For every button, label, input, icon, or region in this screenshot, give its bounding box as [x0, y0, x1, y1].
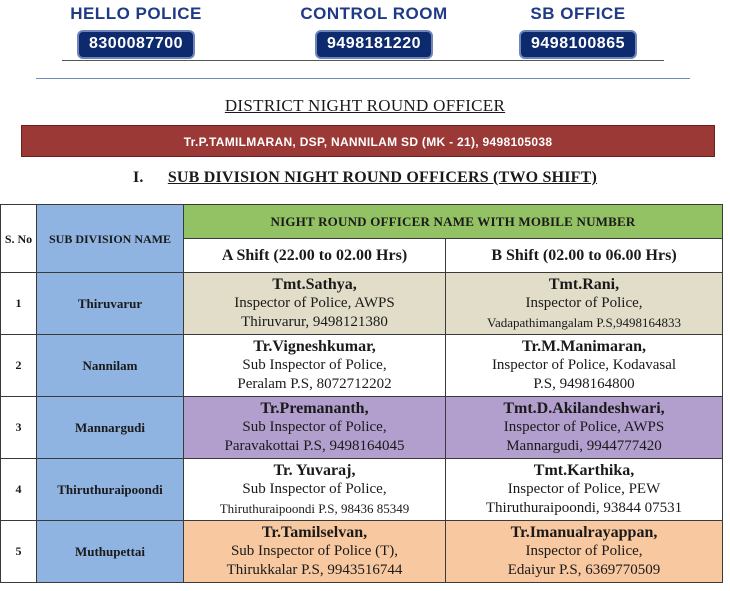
hello-police-number[interactable]: 8300087700 — [77, 30, 195, 59]
shift-b-officer — [446, 459, 723, 521]
officer-designation: Sub Inspector of Police, — [242, 481, 387, 497]
officer-designation: Sub Inspector of Police, — [242, 419, 387, 435]
hello-police-label: HELLO POLICE — [70, 4, 202, 23]
hello-police-contact — [62, 4, 210, 59]
officer-station-phone: Vadapathimangalam P.S,9498164833 — [487, 315, 681, 330]
shift-a-officer — [184, 521, 446, 583]
section-title: SUB DIVISION NIGHT ROUND OFFICERS (TWO SHIFT) — [167, 169, 598, 186]
sb-office-label: SB OFFICE — [530, 4, 626, 23]
shift-b-officer — [446, 273, 723, 335]
table-row — [1, 273, 723, 335]
officer-designation: Inspector of Police, AWPS — [503, 419, 665, 435]
officer-name: Tr.M.Manimaran, — [522, 338, 646, 355]
officer-designation: Inspector of Police, PEW — [507, 481, 661, 497]
officer-designation: Sub Inspector of Police (T), — [230, 543, 399, 559]
row-sno: 4 — [1, 459, 37, 521]
header-shift-a: A Shift (22.00 to 02.00 Hrs) — [184, 239, 446, 273]
officer-station-phone: Thiruvarur, 9498121380 — [241, 314, 388, 330]
section-divider — [36, 78, 690, 79]
table-row — [1, 335, 723, 397]
sb-office-number[interactable]: 9498100865 — [519, 30, 637, 59]
table-row — [1, 397, 723, 459]
officer-name: Tmt.Rani, — [548, 276, 620, 293]
header-sno: S. No — [1, 205, 37, 273]
row-sno: 3 — [1, 397, 37, 459]
row-subdivision: Thiruvarur — [37, 273, 184, 335]
officer-station-phone: Thirukkalar P.S, 9943516744 — [226, 562, 403, 578]
officer-name: Tmt.Sathya, — [272, 276, 357, 293]
officer-name: Tr. Yuvaraj, — [273, 462, 356, 479]
officer-designation: Inspector of Police, — [525, 295, 643, 311]
district-officer-banner: Tr.P.TAMILMARAN, DSP, NANNILAM SD (MK - 21), 9498105038 — [21, 125, 715, 157]
officer-name: Tr.Tamilselvan, — [261, 524, 368, 541]
shift-a-officer — [184, 459, 446, 521]
control-room-label: CONTROL ROOM — [300, 4, 448, 23]
officer-name: Tr.Vigneshkumar, — [253, 338, 376, 355]
header-shift-b: B Shift (02.00 to 06.00 Hrs) — [446, 239, 723, 273]
contacts-underline — [62, 60, 664, 61]
officer-name: Tmt.Karthika, — [533, 462, 635, 479]
shift-a-officer — [184, 397, 446, 459]
officer-station-phone: Mannargudi, 9944777420 — [506, 438, 662, 454]
officer-designation: Inspector of Police, Kodavasal — [491, 357, 677, 373]
officer-station-phone: Edaiyur P.S, 6369770509 — [507, 562, 661, 578]
officer-station-phone: Peralam P.S, 8072712202 — [237, 376, 392, 392]
row-subdivision: Muthupettai — [37, 521, 184, 583]
row-sno: 2 — [1, 335, 37, 397]
header-subdivision: SUB DIVISION NAME — [37, 205, 184, 273]
section-heading — [0, 169, 730, 187]
shift-a-officer — [184, 273, 446, 335]
row-subdivision: Mannargudi — [37, 397, 184, 459]
officer-station-phone: P.S, 9498164800 — [533, 376, 635, 392]
table-row — [1, 459, 723, 521]
officer-designation: Sub Inspector of Police, — [242, 357, 387, 373]
night-round-table — [0, 204, 723, 583]
helpline-contacts — [0, 0, 730, 62]
sb-office-contact — [512, 4, 644, 59]
officer-station-phone: Thiruthuraipoondi, 93844 07531 — [485, 500, 683, 516]
officer-name: Tr.Imanualrayappan, — [510, 524, 658, 541]
row-subdivision: Thiruthuraipoondi — [37, 459, 184, 521]
header-officer-group: NIGHT ROUND OFFICER NAME WITH MOBILE NUMBER — [184, 205, 723, 239]
officer-name: Tr.Premananth, — [260, 400, 369, 417]
shift-a-officer — [184, 335, 446, 397]
shift-b-officer — [446, 397, 723, 459]
shift-b-officer — [446, 521, 723, 583]
table-row — [1, 521, 723, 583]
shift-b-officer — [446, 335, 723, 397]
row-sno: 1 — [1, 273, 37, 335]
officer-station-phone: Paravakottai P.S, 9498164045 — [224, 438, 405, 454]
officer-designation: Inspector of Police, — [525, 543, 643, 559]
row-subdivision: Nannilam — [37, 335, 184, 397]
district-title: DISTRICT NIGHT ROUND OFFICER — [224, 96, 506, 115]
officer-designation: Inspector of Police, AWPS — [234, 295, 395, 311]
officer-name: Tmt.D.Akilandeshwari, — [503, 400, 665, 417]
row-sno: 5 — [1, 521, 37, 583]
officer-station-phone: Thiruthuraipoondi P.S, 98436 85349 — [219, 501, 410, 516]
control-room-contact — [290, 4, 458, 59]
section-numeral: I. — [132, 169, 144, 186]
control-room-number[interactable]: 9498181220 — [315, 30, 433, 59]
